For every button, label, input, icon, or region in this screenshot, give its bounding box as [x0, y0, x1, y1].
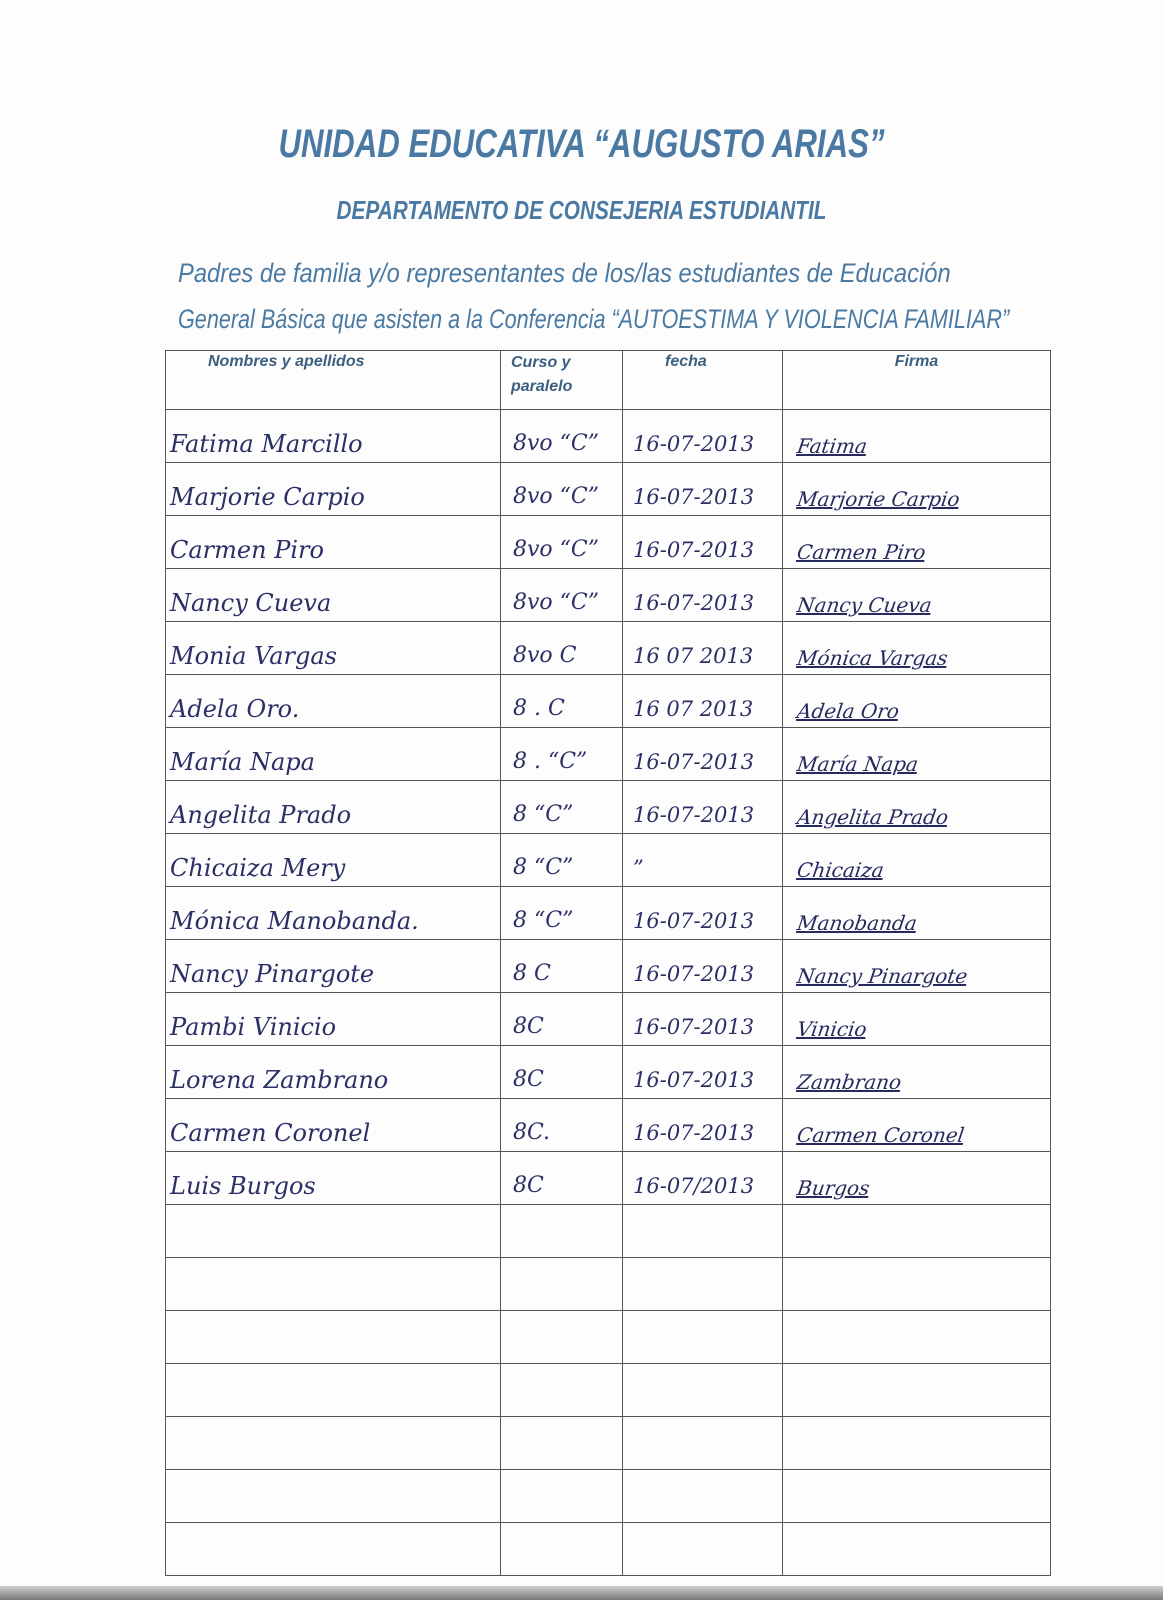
- cell-name: [166, 1518, 500, 1522]
- signature: Chicaiza: [795, 858, 886, 882]
- cell-name: Pambi Vinicio: [170, 1013, 337, 1041]
- cell-fecha-container: [623, 410, 783, 463]
- cell-fecha: 16-07-2013: [633, 1015, 755, 1039]
- cell-name: [166, 1412, 500, 1416]
- cell-name: Angelita Prado: [170, 801, 352, 829]
- cell-name-container: [166, 1046, 501, 1099]
- cell-curso: [501, 1571, 622, 1575]
- table-row: [166, 1470, 1051, 1523]
- intro-line-2: General Básica que asisten a la Conferencia “AUTOESTIMA Y VIOLENCIA FAMILIAR”: [178, 304, 1010, 334]
- cell-curso: 8C: [513, 1014, 544, 1039]
- cell-fecha-container: [623, 1417, 783, 1470]
- cell-name: [166, 1253, 500, 1257]
- cell-name-container: [166, 569, 501, 622]
- cell-firma-container: [783, 1470, 1051, 1523]
- cell-fecha-container: [623, 622, 783, 675]
- cell-name: Fatima Marcillo: [170, 430, 363, 458]
- cell-name: Mónica Manobanda.: [170, 907, 419, 935]
- cell-curso-container: [501, 1523, 623, 1576]
- signature: Adela Oro: [795, 699, 901, 723]
- cell-fecha-container: [623, 781, 783, 834]
- cell-name: Lorena Zambrano: [170, 1066, 389, 1094]
- table-row: [166, 1099, 1051, 1152]
- cell-firma-container: [783, 1311, 1051, 1364]
- cell-firma-container: [783, 622, 1051, 675]
- table-row: [166, 1311, 1051, 1364]
- cell-curso-container: [501, 887, 623, 940]
- cell-curso: [501, 1306, 622, 1310]
- attendance-table: [165, 350, 1051, 1576]
- cell-fecha-container: [623, 1523, 783, 1576]
- table-row: [166, 993, 1051, 1046]
- cell-curso: 8 “C”: [513, 855, 574, 880]
- cell-curso: 8vo “C”: [513, 484, 599, 509]
- cell-name-container: [166, 622, 501, 675]
- cell-fecha: ”: [633, 856, 644, 880]
- cell-name-container: [166, 834, 501, 887]
- column-header-fecha: fecha: [623, 351, 783, 410]
- cell-curso: 8C.: [513, 1120, 551, 1145]
- cell-fecha-container: [623, 993, 783, 1046]
- cell-fecha-container: [623, 1099, 783, 1152]
- cell-curso-container: [501, 940, 623, 993]
- cell-fecha: 16-07-2013: [633, 803, 755, 827]
- cell-curso: 8 . “C”: [513, 749, 588, 774]
- cell-fecha: 16-07-2013: [633, 1068, 755, 1092]
- cell-name: [166, 1465, 500, 1469]
- cell-firma-container: [783, 1205, 1051, 1258]
- cell-firma-container: [783, 1364, 1051, 1417]
- cell-curso: 8vo “C”: [513, 431, 599, 456]
- cell-name: Monia Vargas: [170, 642, 337, 670]
- cell-name-container: [166, 940, 501, 993]
- cell-curso-container: [501, 622, 623, 675]
- table-row: [166, 940, 1051, 993]
- cell-name-container: [166, 993, 501, 1046]
- cell-curso: 8 “C”: [513, 908, 574, 933]
- cell-name-container: [166, 781, 501, 834]
- cell-fecha: [623, 1253, 782, 1257]
- cell-fecha: 16-07-2013: [633, 962, 755, 986]
- cell-firma-container: [783, 728, 1051, 781]
- cell-fecha-container: [623, 1470, 783, 1523]
- cell-curso: 8vo “C”: [513, 590, 599, 615]
- cell-fecha-container: [623, 728, 783, 781]
- cell-curso-container: [501, 1364, 623, 1417]
- column-header-firma: Firma: [783, 351, 1051, 410]
- cell-firma-container: [783, 1417, 1051, 1470]
- cell-fecha-container: [623, 463, 783, 516]
- cell-firma-container: [783, 993, 1051, 1046]
- cell-fecha: 16 07 2013: [633, 697, 754, 721]
- table-row: [166, 1046, 1051, 1099]
- signature: Vinicio: [795, 1017, 869, 1041]
- cell-fecha-container: [623, 834, 783, 887]
- cell-fecha: 16-07-2013: [633, 432, 755, 456]
- cell-firma-container: [783, 834, 1051, 887]
- cell-name: [166, 1306, 500, 1310]
- cell-curso-container: [501, 781, 623, 834]
- signature: Manobanda: [795, 911, 919, 935]
- table-row: [166, 1523, 1051, 1576]
- cell-fecha: 16-07-2013: [633, 538, 755, 562]
- cell-curso-container: [501, 1258, 623, 1311]
- cell-curso-container: [501, 463, 623, 516]
- cell-curso: [501, 1412, 622, 1416]
- table-row: [166, 834, 1051, 887]
- cell-fecha-container: [623, 1364, 783, 1417]
- signature: [783, 1253, 1051, 1257]
- cell-name-container: [166, 1523, 501, 1576]
- signature: Marjorie Carpio: [795, 487, 962, 511]
- cell-fecha-container: [623, 1046, 783, 1099]
- cell-curso: [501, 1518, 622, 1522]
- cell-curso-container: [501, 1417, 623, 1470]
- cell-curso-container: [501, 516, 623, 569]
- signature: Zambrano: [795, 1070, 903, 1094]
- cell-name: Nancy Pinargote: [170, 960, 375, 988]
- scan-edge-shadow: [0, 1586, 1163, 1600]
- cell-name-container: [166, 1205, 501, 1258]
- cell-firma-container: [783, 940, 1051, 993]
- cell-fecha-container: [623, 1258, 783, 1311]
- cell-firma-container: [783, 569, 1051, 622]
- cell-name: María Napa: [170, 748, 315, 776]
- cell-fecha: [623, 1465, 782, 1469]
- cell-name-container: [166, 675, 501, 728]
- cell-fecha: [623, 1412, 782, 1416]
- table-row: [166, 1417, 1051, 1470]
- table-row: [166, 622, 1051, 675]
- cell-name-container: [166, 1364, 501, 1417]
- cell-name-container: [166, 1470, 501, 1523]
- cell-curso-container: [501, 1099, 623, 1152]
- signature: María Napa: [795, 752, 920, 776]
- cell-curso-container: [501, 728, 623, 781]
- table-row: [166, 728, 1051, 781]
- cell-fecha-container: [623, 675, 783, 728]
- cell-curso: 8C: [513, 1173, 544, 1198]
- cell-fecha: 16-07-2013: [633, 750, 755, 774]
- cell-fecha: 16-07-2013: [633, 909, 755, 933]
- cell-fecha: 16-07-2013: [633, 485, 755, 509]
- department-subtitle: DEPARTAMENTO DE CONSEJERIA ESTUDIANTIL: [336, 195, 827, 225]
- cell-name: Nancy Cueva: [170, 589, 332, 617]
- cell-name-container: [166, 1311, 501, 1364]
- cell-curso-container: [501, 1205, 623, 1258]
- signature: Nancy Pinargote: [795, 964, 970, 988]
- cell-curso-container: [501, 569, 623, 622]
- cell-firma-container: [783, 1152, 1051, 1205]
- table-row: [166, 675, 1051, 728]
- signature: Fatima: [795, 434, 869, 458]
- cell-curso: 8C: [513, 1067, 544, 1092]
- cell-fecha-container: [623, 1311, 783, 1364]
- cell-curso: [501, 1253, 622, 1257]
- table-row: [166, 1205, 1051, 1258]
- cell-name-container: [166, 1099, 501, 1152]
- signature: [783, 1306, 1051, 1310]
- cell-curso: 8 . C: [513, 696, 565, 721]
- cell-curso-container: [501, 410, 623, 463]
- table-row: [166, 781, 1051, 834]
- cell-curso-container: [501, 1470, 623, 1523]
- cell-fecha: [623, 1359, 782, 1363]
- signature: [783, 1571, 1051, 1575]
- column-header-name: Nombres y apellidos: [166, 351, 501, 410]
- cell-name: Chicaiza Mery: [170, 854, 346, 882]
- cell-name: Marjorie Carpio: [170, 483, 365, 511]
- signature: Carmen Coronel: [795, 1123, 966, 1147]
- cell-firma-container: [783, 1099, 1051, 1152]
- cell-firma-container: [783, 410, 1051, 463]
- cell-fecha-container: [623, 887, 783, 940]
- cell-firma-container: [783, 1523, 1051, 1576]
- cell-curso-container: [501, 675, 623, 728]
- table-row: [166, 410, 1051, 463]
- cell-fecha: [623, 1571, 782, 1575]
- cell-name-container: [166, 410, 501, 463]
- cell-name: Carmen Coronel: [170, 1119, 371, 1147]
- cell-curso: 8vo “C”: [513, 537, 599, 562]
- intro-line-1: Padres de familia y/o representantes de los/las estudiantes de Educación: [178, 258, 951, 288]
- cell-curso-container: [501, 1152, 623, 1205]
- cell-name: [166, 1359, 500, 1363]
- cell-fecha-container: [623, 569, 783, 622]
- cell-firma-container: [783, 887, 1051, 940]
- signature: Nancy Cueva: [795, 593, 934, 617]
- cell-fecha: 16-07/2013: [633, 1174, 755, 1198]
- table-row: [166, 887, 1051, 940]
- table-body: [166, 410, 1051, 1576]
- signature: [783, 1518, 1051, 1522]
- school-title: UNIDAD EDUCATIVA “AUGUSTO ARIAS”: [278, 122, 885, 166]
- cell-firma-container: [783, 1258, 1051, 1311]
- cell-curso-container: [501, 834, 623, 887]
- cell-curso-container: [501, 1046, 623, 1099]
- cell-name: Carmen Piro: [170, 536, 324, 564]
- signature: Angelita Prado: [795, 805, 950, 829]
- cell-name-container: [166, 887, 501, 940]
- table-row: [166, 1258, 1051, 1311]
- cell-curso: 8 “C”: [513, 802, 574, 827]
- cell-curso: 8 C: [513, 961, 551, 986]
- cell-name: Luis Burgos: [170, 1172, 316, 1200]
- cell-fecha: [623, 1518, 782, 1522]
- cell-curso-container: [501, 993, 623, 1046]
- cell-fecha: 16-07-2013: [633, 1121, 755, 1145]
- signature: Mónica Vargas: [795, 646, 950, 670]
- column-header-curso: Curso y paralelo: [501, 351, 623, 410]
- table-row: [166, 569, 1051, 622]
- cell-firma-container: [783, 781, 1051, 834]
- cell-name-container: [166, 1258, 501, 1311]
- cell-fecha: [623, 1306, 782, 1310]
- table-row: [166, 516, 1051, 569]
- cell-curso: [501, 1359, 622, 1363]
- cell-name: Adela Oro.: [170, 695, 300, 723]
- cell-fecha-container: [623, 940, 783, 993]
- cell-name-container: [166, 1417, 501, 1470]
- signature: Carmen Piro: [795, 540, 928, 564]
- cell-firma-container: [783, 1046, 1051, 1099]
- cell-fecha: 16 07 2013: [633, 644, 754, 668]
- cell-fecha-container: [623, 516, 783, 569]
- signature: [783, 1359, 1051, 1363]
- cell-fecha-container: [623, 1152, 783, 1205]
- signature: [783, 1412, 1051, 1416]
- table-row: [166, 1364, 1051, 1417]
- cell-curso-container: [501, 1311, 623, 1364]
- cell-name-container: [166, 463, 501, 516]
- signature: Burgos: [795, 1176, 872, 1200]
- table-header-row: [166, 351, 1051, 410]
- cell-curso: [501, 1465, 622, 1469]
- cell-firma-container: [783, 675, 1051, 728]
- table-row: [166, 463, 1051, 516]
- cell-name-container: [166, 516, 501, 569]
- cell-firma-container: [783, 463, 1051, 516]
- cell-name-container: [166, 1152, 501, 1205]
- cell-fecha-container: [623, 1205, 783, 1258]
- cell-name-container: [166, 728, 501, 781]
- cell-curso: 8vo C: [513, 643, 577, 668]
- cell-fecha: 16-07-2013: [633, 591, 755, 615]
- cell-name: [166, 1571, 500, 1575]
- table-row: [166, 1152, 1051, 1205]
- cell-firma-container: [783, 516, 1051, 569]
- signature: [783, 1465, 1051, 1469]
